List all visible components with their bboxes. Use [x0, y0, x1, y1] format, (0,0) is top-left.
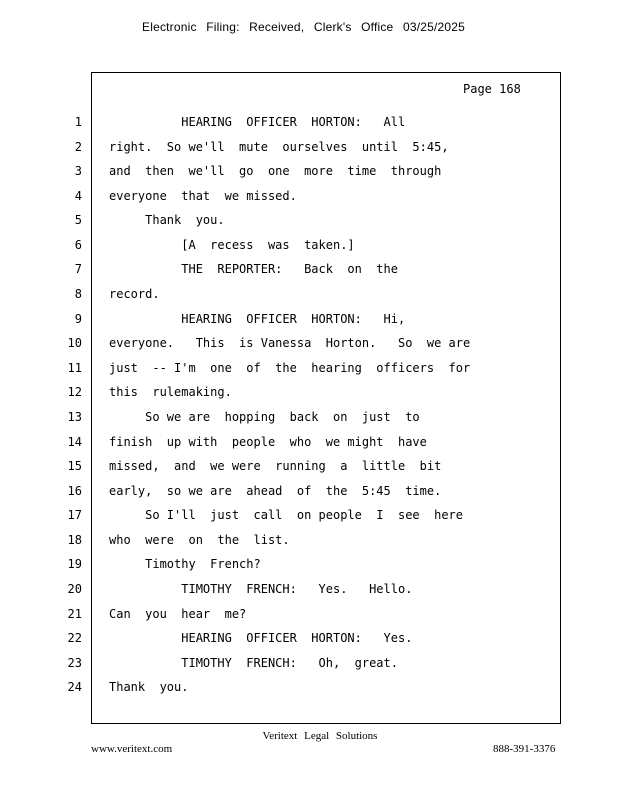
transcript-line: THE REPORTER: Back on the: [109, 262, 398, 276]
filing-header: Electronic Filing: Received, Clerk's Office 03/25/2025: [142, 20, 466, 34]
transcript-line: Can you hear me?: [109, 607, 247, 621]
line-number: 17: [67, 508, 82, 522]
page-number: Page 168: [463, 82, 521, 96]
line-number: 23: [67, 656, 82, 670]
transcript-line: and then we'll go one more time through: [109, 164, 442, 178]
transcript-line: TIMOTHY FRENCH: Oh, great.: [109, 656, 398, 670]
footer-phone: 888-391-3376: [493, 743, 556, 755]
line-number: 18: [67, 533, 82, 547]
line-number: 8: [74, 287, 82, 301]
transcript-line: just -- I'm one of the hearing officers for: [109, 361, 471, 375]
transcript-line: HEARING OFFICER HORTON: Yes.: [109, 631, 413, 645]
line-number: 19: [67, 557, 82, 571]
line-number: 1: [74, 115, 82, 129]
transcript-line: right. So we'll mute ourselves until 5:45,: [109, 140, 449, 154]
transcript-line: Thank you.: [109, 680, 189, 694]
transcript-line: So I'll just call on people I see here: [109, 508, 464, 522]
line-number: 22: [67, 631, 82, 645]
transcript-line: So we are hopping back on just to: [109, 410, 420, 424]
transcript-line: everyone that we missed.: [109, 189, 297, 203]
line-number: 21: [67, 607, 82, 621]
line-number: 14: [67, 435, 82, 449]
transcript-line: record.: [109, 287, 160, 301]
line-number: 11: [67, 361, 82, 375]
transcript-line: this rulemaking.: [109, 385, 232, 399]
line-number: 3: [74, 164, 82, 178]
line-number: 7: [74, 262, 82, 276]
transcript-line: TIMOTHY FRENCH: Yes. Hello.: [109, 582, 413, 596]
transcript-line: Thank you.: [109, 213, 225, 227]
transcript-line: missed, and we were running a little bit: [109, 459, 442, 473]
line-number: 20: [67, 582, 82, 596]
transcript-line: everyone. This is Vanessa Horton. So we are: [109, 336, 471, 350]
line-number: 9: [74, 312, 82, 326]
transcript-line: finish up with people who we might have: [109, 435, 427, 449]
footer-vendor-name: Veritext Legal Solutions: [262, 730, 378, 742]
transcript-line: Timothy French?: [109, 557, 261, 571]
transcript-line: who were on the list.: [109, 533, 290, 547]
line-number: 24: [67, 680, 82, 694]
transcript-line: HEARING OFFICER HORTON: Hi,: [109, 312, 406, 326]
line-number: 4: [74, 189, 82, 203]
line-number: 13: [67, 410, 82, 424]
line-number: 2: [74, 140, 82, 154]
line-number: 10: [67, 336, 82, 350]
transcript-line: early, so we are ahead of the 5:45 time.: [109, 484, 442, 498]
line-number: 12: [67, 385, 82, 399]
transcript-line: HEARING OFFICER HORTON: All: [109, 115, 406, 129]
footer-website: www.veritext.com: [91, 743, 173, 755]
line-number: 16: [67, 484, 82, 498]
line-number: 6: [74, 238, 82, 252]
transcript-line: [A recess was taken.]: [109, 238, 355, 252]
line-number: 5: [74, 213, 82, 227]
line-number: 15: [67, 459, 82, 473]
